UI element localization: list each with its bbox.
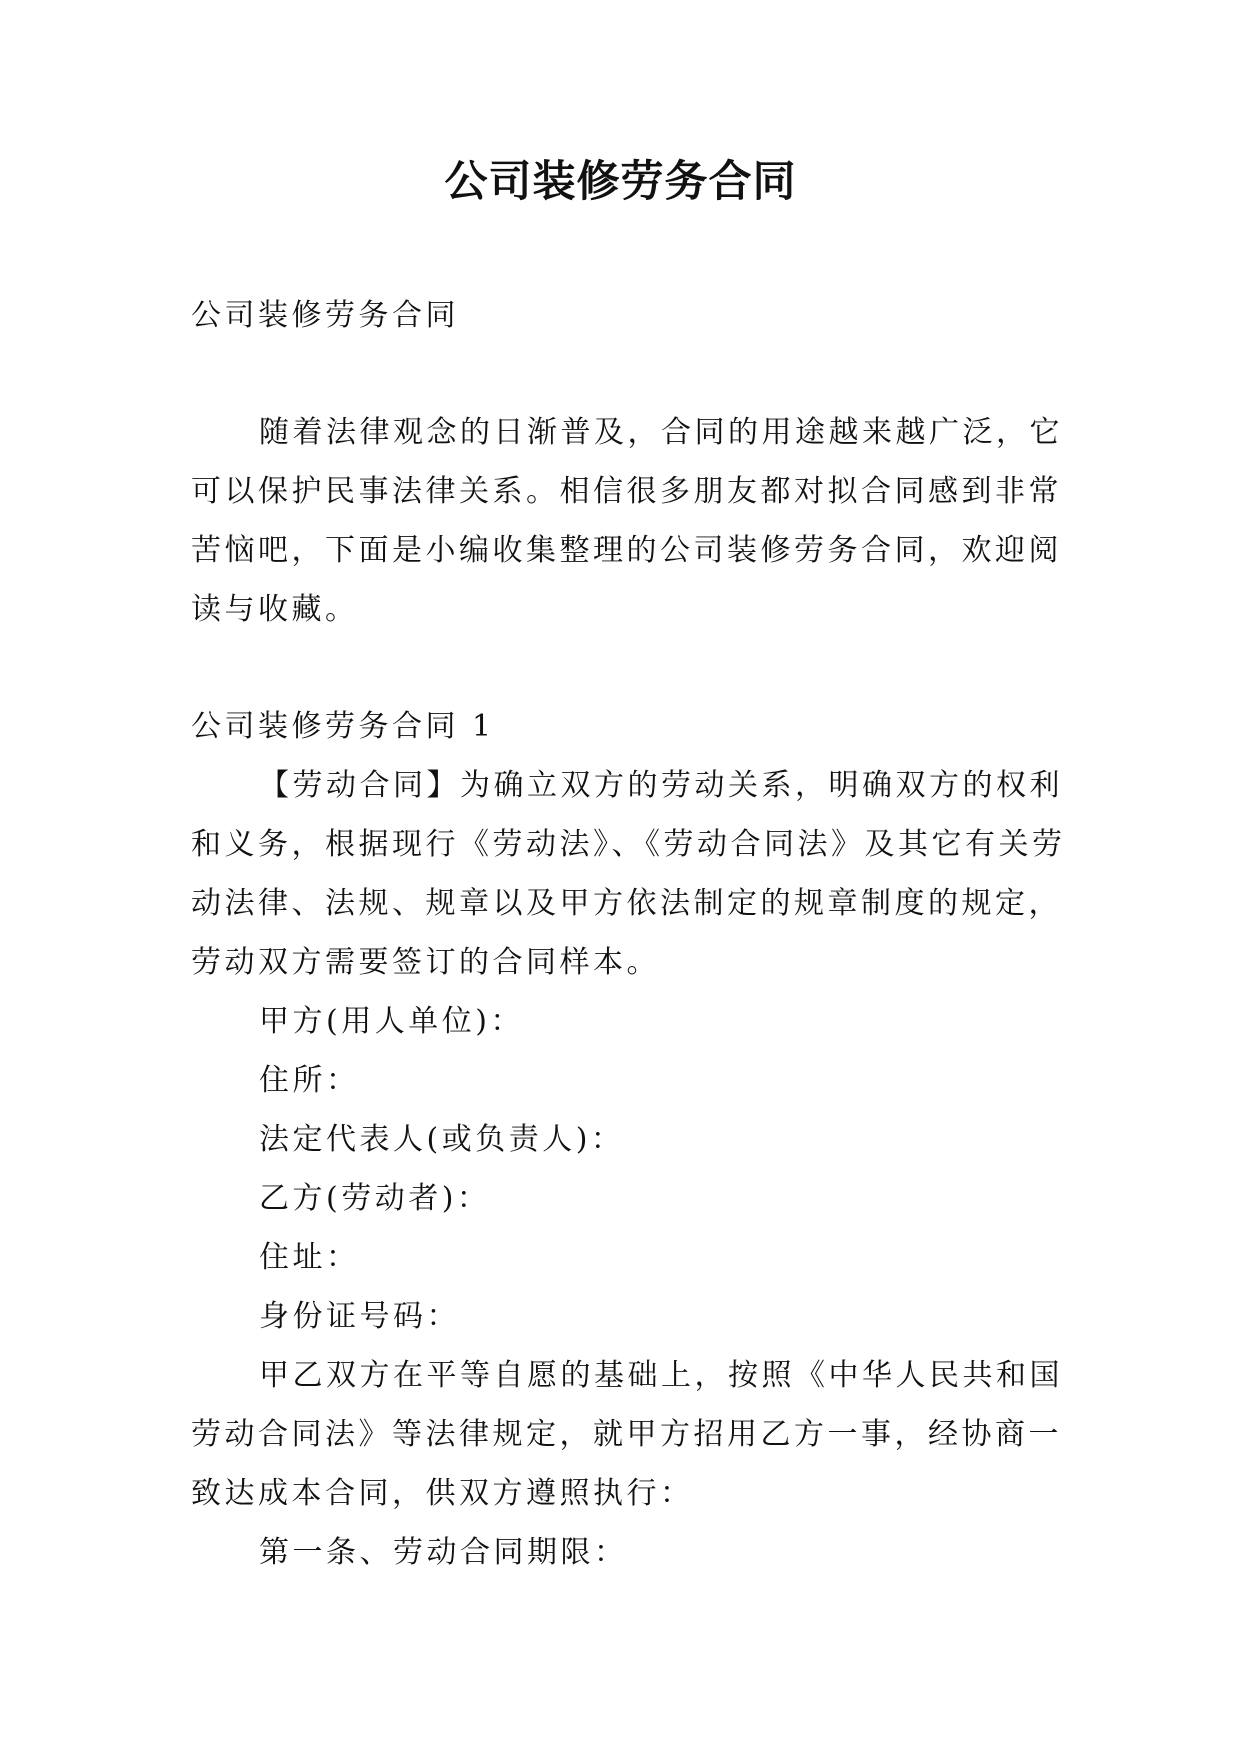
paragraph-labor-contract: 【劳动合同】为确立双方的劳动关系，明确双方的权利和义务，根据现行《劳动法》、《劳动合同法》及其它有关劳动法律、法规、规章以及甲方依法制定的规章制度的规定，劳动双方需要签订的合同样本。 xyxy=(191,768,1066,980)
paragraph-agreement: 甲乙双方在平等自愿的基础上，按照《中华人民共和国劳动合同法》等法律规定，就甲方招用乙方一事，经协商一致达成本合同，供双方遵照执行： xyxy=(191,1358,1063,1511)
section-heading: 公司装修劳务合同 1 xyxy=(191,709,495,744)
field-party-a: 甲方(用人单位)： xyxy=(259,1004,524,1039)
field-party-a-address: 住所： xyxy=(259,1063,360,1098)
document-subtitle: 公司装修劳务合同 xyxy=(191,298,459,333)
spacer xyxy=(191,345,1071,403)
article-one-heading: 第一条、劳动合同期限： xyxy=(259,1535,628,1570)
field-party-b-address: 住址： xyxy=(259,1240,360,1275)
document-title: 公司装修劳务合同 xyxy=(444,157,797,207)
document-body xyxy=(191,286,1071,1582)
field-legal-representative: 法定代表人(或负责人)： xyxy=(259,1122,625,1157)
spacer xyxy=(191,639,1071,697)
field-party-b: 乙方(劳动者)： xyxy=(259,1181,491,1216)
field-id-number: 身份证号码： xyxy=(259,1299,460,1334)
intro-paragraph: 随着法律观念的日渐普及，合同的用途越来越广泛，它可以保护民事法律关系。相信很多朋友都对拟合同感到非常苦恼吧，下面是小编收集整理的公司装修劳务合同，欢迎阅读与收藏。 xyxy=(191,415,1063,627)
